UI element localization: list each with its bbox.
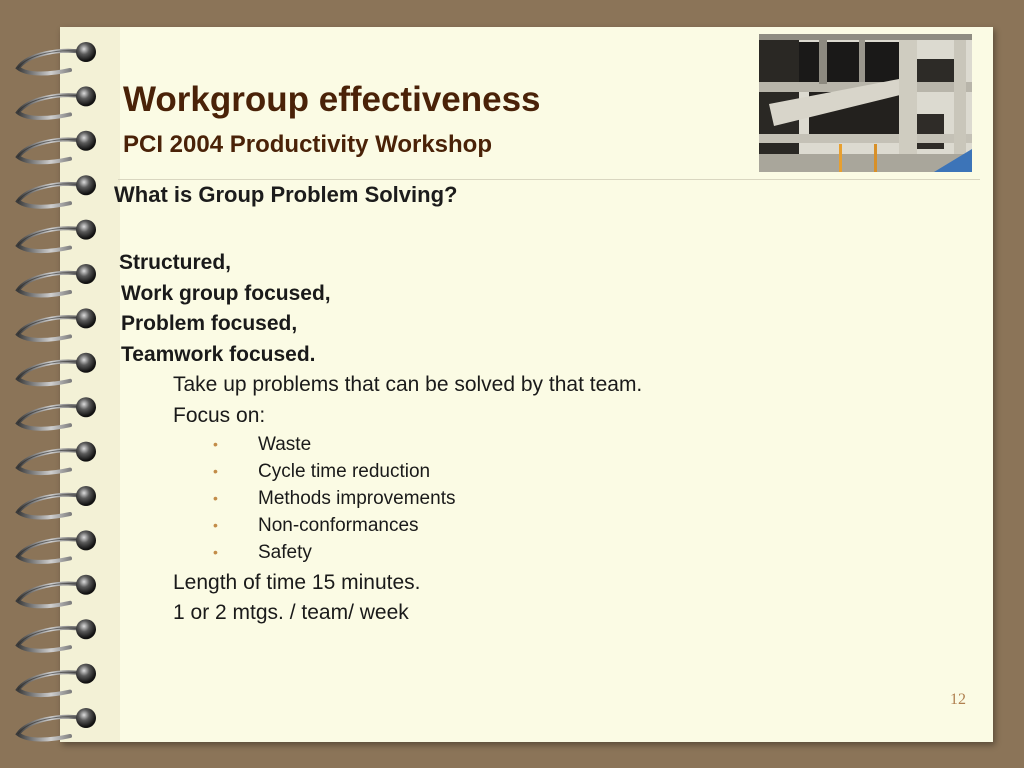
text-line-focus-on: Focus on: bbox=[173, 404, 266, 427]
title-divider bbox=[118, 179, 980, 180]
bold-line-problem: Problem focused, bbox=[121, 312, 298, 335]
binding-ring bbox=[18, 575, 96, 607]
binding-ring bbox=[18, 220, 96, 252]
focus-item-safety: Safety bbox=[258, 542, 312, 563]
binding-ring bbox=[18, 397, 96, 429]
focus-item-waste: Waste bbox=[258, 434, 312, 455]
binding-ring bbox=[18, 619, 96, 651]
binding-ring bbox=[18, 664, 96, 696]
page-subtitle: PCI 2004 Productivity Workshop bbox=[123, 131, 492, 158]
binding-ring bbox=[18, 86, 96, 118]
focus-item-methods: Methods improvements bbox=[258, 488, 456, 509]
binding-ring bbox=[18, 442, 96, 474]
bold-line-teamwork: Teamwork focused. bbox=[121, 343, 316, 366]
bold-line-work-group: Work group focused, bbox=[121, 282, 331, 305]
bullet-dot-icon: • bbox=[213, 490, 218, 506]
focus-item-cycle-time: Cycle time reduction bbox=[258, 461, 431, 482]
bullet-dot-icon: • bbox=[213, 463, 218, 479]
building-construction-photo bbox=[759, 34, 972, 172]
binding-ring bbox=[18, 353, 96, 385]
focus-item-non-conformances: Non-conformances bbox=[258, 515, 419, 536]
binding-ring bbox=[18, 308, 96, 340]
binding-ring bbox=[18, 175, 96, 207]
text-line-take-up-problems: Take up problems that can be solved by that team. bbox=[173, 373, 643, 396]
binding-ring bbox=[18, 42, 96, 74]
binding-ring bbox=[18, 264, 96, 296]
bullet-dot-icon: • bbox=[213, 436, 218, 452]
section-question: What is Group Problem Solving? bbox=[114, 182, 458, 207]
binding-ring bbox=[18, 530, 96, 562]
bullet-dot-icon: • bbox=[213, 517, 218, 533]
text-line-length-of-time: Length of time 15 minutes. bbox=[173, 571, 421, 594]
bullet-dot-icon: • bbox=[213, 544, 218, 560]
binding-ring bbox=[18, 131, 96, 163]
page-number: 12 bbox=[950, 691, 966, 708]
bold-line-structured: Structured, bbox=[119, 251, 232, 274]
page-title: Workgroup effectiveness bbox=[123, 80, 541, 119]
text-line-meetings: 1 or 2 mtgs. / team/ week bbox=[173, 601, 409, 624]
binding-ring bbox=[18, 486, 96, 518]
binding-ring bbox=[18, 708, 96, 740]
spiral-binding-icon bbox=[0, 0, 110, 768]
